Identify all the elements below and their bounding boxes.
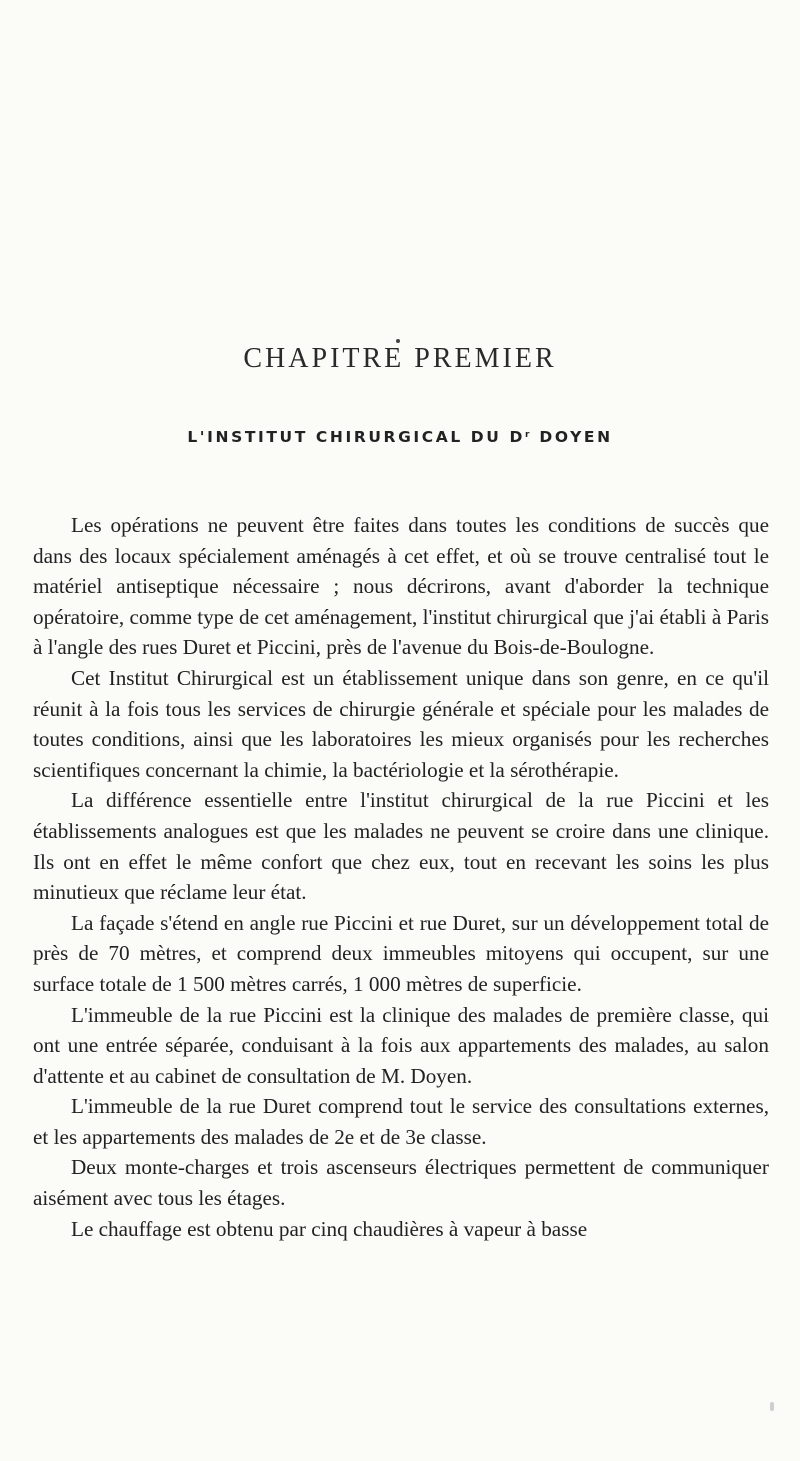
paragraph: L'immeuble de la rue Duret comprend tout le service des consultations externes, et les appartements des malades de 2e et de 3e classe.	[33, 1094, 769, 1149]
paragraph: Deux monte-charges et trois ascenseurs électriques permettent de communiquer aisément avec tous les étages.	[33, 1155, 769, 1211]
paragraph: L'immeuble de la rue Piccini est la clinique des malades de première classe, qui ont une entrée séparée, conduisant à la fois aux appartements des malades, au salon d'attente et au cabinet de consultation de M. Doyen.	[33, 1002, 769, 1088]
chapter-title: CHAPITRE PREMIER	[243, 343, 557, 374]
paragraph: Les opérations ne peuvent être faites dans toutes les conditions de succès que dans des locaux spécialement aménagés à cet effet, et où se trouve centralisé tout le matériel antiseptique nécessaire ; nous décrirons, avant d'aborder la technique opératoire, comme type de cet aménagement, l'institut chirurgical que j'ai établi à Paris à l'angle des rues Duret et Piccini, près de l'avenue du Bois-de-Boulogne.	[33, 513, 769, 660]
page-edge-mark	[770, 1402, 774, 1411]
section-title	[0, 428, 800, 446]
body-text	[33, 510, 769, 1244]
section-title-superscript: r	[524, 430, 530, 440]
section-title-main: L'INSTITUT CHIRURGICAL DU D	[187, 428, 525, 446]
paragraph: La façade s'étend en angle rue Piccini et rue Duret, sur un développement total de près de 70 mètres, et comprend deux immeubles mitoyens qui occupent, sur une surface totale de 1 500 mètres carrés, 1 000 mètres de superficie.	[33, 910, 769, 996]
paragraph: Cet Institut Chirurgical est un établissement unique dans son genre, en ce qu'il réunit à la fois tous les services de chirurgie générale et spéciale pour les malades de toutes conditions, ainsi que les laboratoires les mieux organisés pour les recherches scientifiques concernant la chimie, la bactériologie et la sérothérapie.	[33, 665, 769, 782]
section-title-name: DOYEN	[539, 428, 613, 446]
paragraph: La différence essentielle entre l'institut chirurgical de la rue Piccini et les établissements analogues est que les malades ne peuvent se croire dans une clinique. Ils ont en effet le même confort que chez eux, tout en recevant les soins les plus minutieux que réclame leur état.	[33, 788, 769, 905]
paragraph: Le chauffage est obtenu par cinq chaudières à vapeur à basse	[71, 1216, 588, 1241]
